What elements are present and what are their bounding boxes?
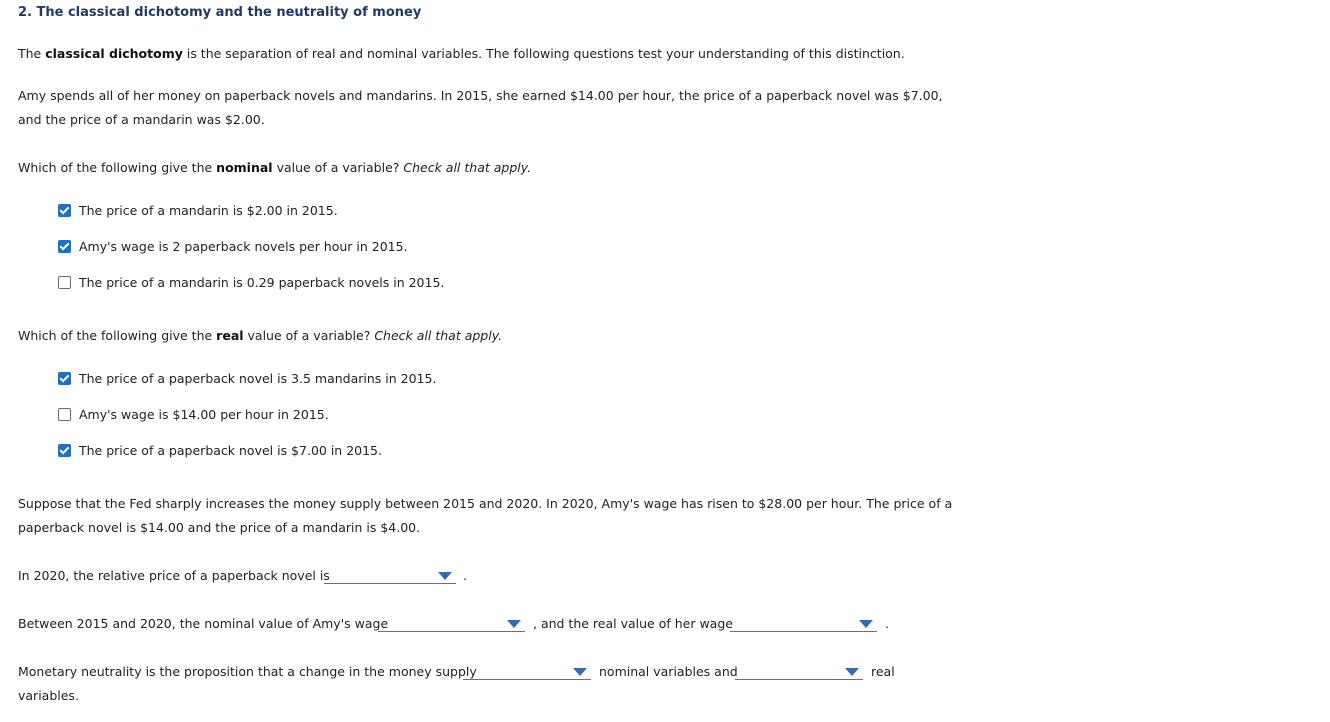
fed-line-1: Suppose that the Fed sharply increases the money supply between 2015 and 2020. In 2020, Amy's wage has risen to $28.00 per hour. The price of a <box>18 496 953 511</box>
wage-end: . <box>885 616 889 631</box>
real-question <box>18 324 502 348</box>
chevron-down-icon <box>573 668 587 676</box>
scenario-line-1: Amy spends all of her money on paperback novels and mandarins. In 2015, she earned $14.00 per hour, the price of a paperback novel was $7.00, <box>18 88 943 103</box>
real-option-1[interactable] <box>58 369 436 387</box>
nominal-instruction: Check all that apply. <box>403 160 532 175</box>
intro-pre: The <box>18 46 46 61</box>
intro-post: is the separation of real and nominal variables. The following questions test your understanding of this distinction. <box>182 46 905 61</box>
option-label: Amy's wage is $14.00 per hour in 2015. <box>79 406 329 422</box>
checkbox[interactable] <box>58 204 71 217</box>
question-title: 2. The classical dichotomy and the neutrality of money <box>18 5 422 20</box>
option-label: The price of a paperback novel is $7.00 in 2015. <box>79 442 382 458</box>
intro-paragraph <box>18 42 905 66</box>
real-keyword: real <box>216 328 244 343</box>
real-option-2[interactable] <box>58 405 329 423</box>
real-wage-dropdown[interactable] <box>730 617 877 632</box>
nominal-option-3[interactable] <box>58 273 444 291</box>
nominal-question-post: value of a variable? <box>272 160 404 175</box>
checkbox[interactable] <box>58 276 71 289</box>
relative-price-dropdown[interactable] <box>324 569 456 584</box>
real-question-post: value of a variable? <box>243 328 375 343</box>
option-label: Amy's wage is 2 paperback novels per hour in 2015. <box>79 238 408 254</box>
real-option-3[interactable] <box>58 441 382 459</box>
relative-price-end: . <box>463 568 467 583</box>
neutrality-nominal-dropdown[interactable] <box>463 665 591 680</box>
real-question-pre: Which of the following give the <box>18 328 217 343</box>
fed-line-2: paperback novel is $14.00 and the price of a mandarin is $4.00. <box>18 520 421 535</box>
neutrality-text-3: real <box>871 664 895 679</box>
neutrality-text-4: variables. <box>18 688 79 703</box>
option-label: The price of a mandarin is 0.29 paperback novels in 2015. <box>79 274 445 290</box>
chevron-down-icon <box>859 620 873 628</box>
checkbox[interactable] <box>58 372 71 385</box>
real-instruction: Check all that apply. <box>374 328 503 343</box>
nominal-keyword: nominal <box>216 160 273 175</box>
option-label: The price of a paperback novel is 3.5 mandarins in 2015. <box>79 370 437 386</box>
nominal-option-2[interactable] <box>58 237 408 255</box>
neutrality-text-1: Monetary neutrality is the proposition that a change in the money supply <box>18 664 477 679</box>
nominal-question-pre: Which of the following give the <box>18 160 217 175</box>
nominal-wage-dropdown[interactable] <box>378 617 525 632</box>
neutrality-text-2: nominal variables and <box>599 664 738 679</box>
chevron-down-icon <box>507 620 521 628</box>
nominal-question <box>18 156 531 180</box>
option-label: The price of a mandarin is $2.00 in 2015. <box>79 202 338 218</box>
relative-price-text: In 2020, the relative price of a paperback novel is <box>18 568 330 583</box>
checkbox[interactable] <box>58 240 71 253</box>
checkbox[interactable] <box>58 408 71 421</box>
chevron-down-icon <box>438 572 452 580</box>
intro-term: classical dichotomy <box>45 46 183 61</box>
chevron-down-icon <box>845 668 859 676</box>
real-wage-text: , and the real value of her wage <box>533 616 733 631</box>
checkbox[interactable] <box>58 444 71 457</box>
scenario-line-2: and the price of a mandarin was $2.00. <box>18 112 265 127</box>
nominal-wage-text: Between 2015 and 2020, the nominal value of Amy's wage <box>18 616 389 631</box>
nominal-option-1[interactable] <box>58 201 338 219</box>
neutrality-real-dropdown[interactable] <box>735 665 863 680</box>
